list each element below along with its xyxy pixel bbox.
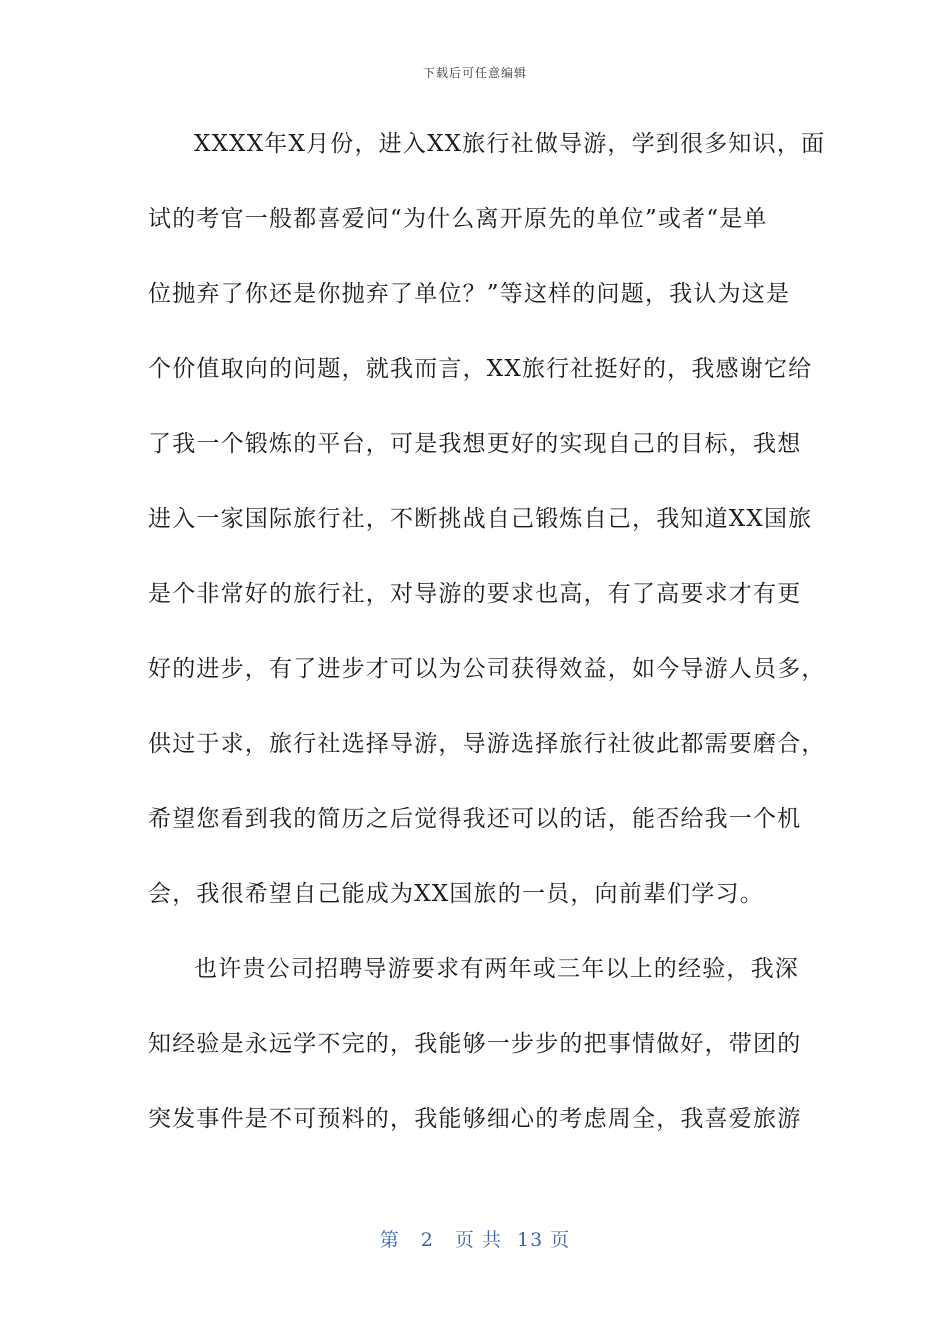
paragraph-2-line-2: 知经验是永远学不完的，我能够一步步的把事情做好，带团的 (148, 1031, 802, 1057)
paragraph-1-line-8: 好的进步，有了进步才可以为公司获得效益，如今导游人员多， (148, 656, 826, 682)
paragraph-1-line-10: 希望您看到我的简历之后觉得我还可以的话，能否给我一个机 (148, 806, 802, 832)
paragraph-1-line-11: 会，我很希望自己能成为XX国旅的一员，向前辈们学习。 (148, 881, 764, 907)
paragraph-1-line-3: 位抛弃了你还是你抛弃了单位？”等这样的问题，我认为这是 (148, 281, 791, 307)
paragraph-1-line-6: 进入一家国际旅行社，不断挑战自己锻炼自己，我知道XX国旅 (148, 506, 813, 532)
paragraph-1-line-9: 供过于求，旅行社选择导游，导游选择旅行社彼此都需要磨合， (148, 731, 826, 757)
paragraph-2-line-3: 突发事件是不可预料的，我能够细心的考虑周全，我喜爱旅游 (148, 1106, 802, 1132)
paragraph-1-line-2: 试的考官一般都喜爱问“为什么离开原先的单位”或者“是单 (148, 206, 768, 232)
paragraph-1-line-4: 个价值取向的问题，就我而言，XX旅行社挺好的，我感谢它给 (148, 356, 813, 382)
footer-middle: 页 共 (454, 1229, 502, 1251)
paragraph-1-line-7: 是个非常好的旅行社，对导游的要求也高，有了高要求才有更 (148, 581, 802, 607)
footer-current-page: 2 (420, 1229, 434, 1251)
page-header-note: 下载后可任意编辑 (422, 66, 527, 80)
paragraph-2-line-1: 也许贵公司招聘导游要求有两年或三年以上的经验，我深 (194, 956, 799, 982)
footer-total-pages: 13 (517, 1229, 544, 1251)
paragraph-1-line-5: 了我一个锻炼的平台，可是我想更好的实现自己的目标，我想 (148, 431, 802, 457)
paragraph-1-line-1: XXXX年X月份，进入XX旅行社做导游，学到很多知识，面 (194, 131, 826, 157)
footer-suffix: 页 (550, 1229, 571, 1251)
page-number-footer (0, 1225, 950, 1252)
footer-prefix: 第 (379, 1229, 400, 1251)
